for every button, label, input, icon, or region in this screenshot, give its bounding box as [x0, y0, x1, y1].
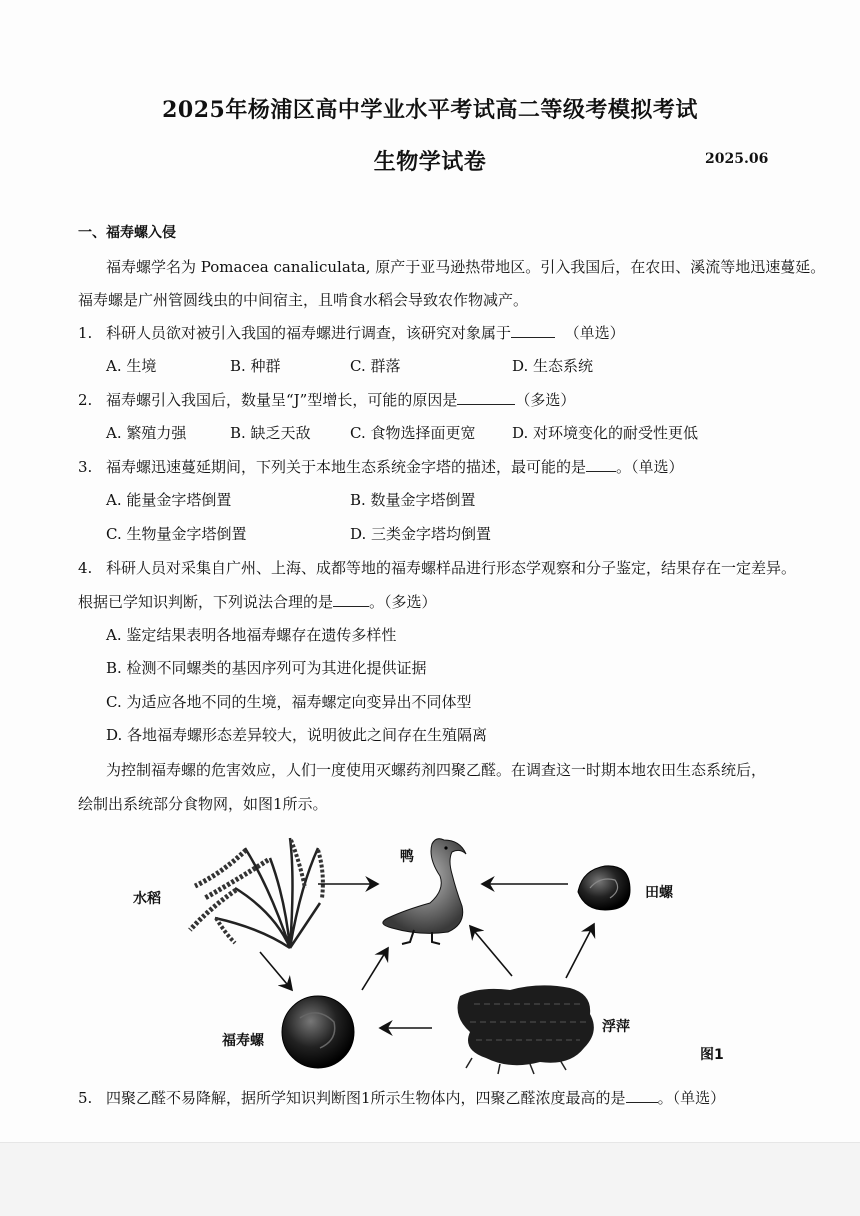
label-rice: 水稻	[133, 891, 161, 907]
label-apple-snail: 福寿螺	[222, 1033, 264, 1049]
question-stem: 根据已学知识判断，下列说法合理的是	[78, 593, 334, 611]
q2-option-b[interactable]: B. 缺乏天敌	[230, 424, 311, 442]
passage-line-2: 绘制出系统部分食物网，如图1所示。	[78, 795, 328, 813]
figure-caption: 图1	[700, 1047, 724, 1063]
q3-option-a[interactable]: A. 能量金字塔倒置	[106, 491, 232, 509]
intro-line-1: 福寿螺学名为 Pomacea canaliculata, 原产于亚马逊热带地区。引入我国后，在农田、溪流等地迅速蔓延。	[106, 258, 826, 276]
question-number: 4.	[78, 559, 93, 577]
label-duckweed: 浮萍	[602, 1019, 630, 1035]
passage-line-1: 为控制福寿螺的危害效应，人们一度使用灭螺药剂四聚乙醛。在调查这一时期本地农田生态系统后，	[106, 761, 767, 779]
exam-date: 2025.06	[705, 151, 769, 167]
question-5	[78, 1088, 725, 1108]
label-duck: 鸭	[400, 849, 414, 865]
question-3	[78, 457, 684, 477]
question-stem: 福寿螺引入我国后，数量呈“J”型增长，可能的原因是	[106, 391, 458, 409]
question-2	[78, 390, 575, 410]
arrow-applesnail-to-duck	[362, 948, 388, 990]
question-number: 1.	[78, 324, 93, 342]
answer-blank[interactable]	[333, 592, 369, 607]
q3-option-b[interactable]: B. 数量金字塔倒置	[350, 491, 476, 509]
q4-option-a[interactable]: A. 鉴定结果表明各地福寿螺存在遗传多样性	[106, 626, 397, 644]
q1-option-b[interactable]: B. 种群	[230, 357, 281, 375]
question-stem: 科研人员对采集自广州、上海、成都等地的福寿螺样品进行形态学观察和分子鉴定，结果存在一定差异。	[106, 559, 797, 577]
q1-option-c[interactable]: C. 群落	[350, 357, 401, 375]
q1-option-d[interactable]: D. 生态系统	[512, 357, 594, 375]
q2-option-d[interactable]: D. 对环境变化的耐受性更低	[512, 424, 699, 442]
question-stem: 四聚乙醛不易降解，据所学知识判断图1所示生物体内，四聚乙醛浓度最高的是	[106, 1089, 626, 1107]
answer-blank[interactable]	[626, 1088, 658, 1103]
q3-option-c[interactable]: C. 生物量金字塔倒置	[106, 525, 247, 543]
arrow-rice-to-applesnail	[260, 952, 292, 990]
question-stem: 福寿螺迅速蔓延期间，下列关于本地生态系统金字塔的描述，最可能的是	[106, 458, 587, 476]
question-4	[78, 558, 796, 578]
question-number: 2.	[78, 391, 93, 409]
q1-option-a[interactable]: A. 生境	[106, 357, 157, 375]
duckweed-image	[458, 985, 594, 1074]
question-1	[78, 323, 625, 343]
intro-line-2: 福寿螺是广州管圆线虫的中间宿主，且啃食水稻会导致农作物减产。	[78, 291, 529, 309]
page-bottom-margin	[0, 1142, 860, 1216]
question-type: （单选）	[564, 324, 625, 342]
food-web-diagram	[0, 818, 860, 1088]
label-field-snail: 田螺	[645, 885, 673, 901]
answer-blank[interactable]	[586, 457, 616, 472]
apple-snail-image	[282, 996, 354, 1068]
question-4-line-2	[78, 592, 437, 612]
q4-option-d[interactable]: D. 各地福寿螺形态差异较大，说明彼此之间存在生殖隔离	[106, 726, 488, 744]
q3-option-d[interactable]: D. 三类金字塔均倒置	[350, 525, 492, 543]
answer-blank[interactable]	[457, 390, 515, 405]
rice-plant-image	[190, 838, 323, 948]
question-number: 5.	[78, 1089, 93, 1107]
answer-blank[interactable]	[511, 323, 555, 338]
exam-title: 2025年杨浦区高中学业水平考试高二等级考模拟考试	[162, 97, 698, 123]
question-end: 。（多选）	[369, 593, 437, 611]
question-stem: 科研人员欲对被引入我国的福寿螺进行调查，该研究对象属于	[106, 324, 512, 342]
q2-option-c[interactable]: C. 食物选择面更宽	[350, 424, 476, 442]
question-number: 3.	[78, 458, 93, 476]
q4-option-c[interactable]: C. 为适应各地不同的生境，福寿螺定向变异出不同体型	[106, 693, 472, 711]
field-snail-image	[578, 866, 630, 910]
q4-option-b[interactable]: B. 检测不同螺类的基因序列可为其进化提供证据	[106, 659, 427, 677]
food-web-figure	[0, 818, 860, 1088]
question-type: （多选）	[515, 391, 576, 409]
arrow-duckweed-to-duck	[470, 926, 512, 976]
duck-image	[383, 839, 466, 944]
question-end: 。（单选）	[616, 458, 684, 476]
question-end: 。（单选）	[657, 1089, 726, 1107]
q2-option-a[interactable]: A. 繁殖力强	[106, 424, 187, 442]
arrow-duckweed-to-fieldsnail	[566, 924, 594, 978]
exam-subtitle: 生物学试卷	[373, 149, 487, 175]
section-heading: 一、福寿螺入侵	[78, 225, 176, 241]
